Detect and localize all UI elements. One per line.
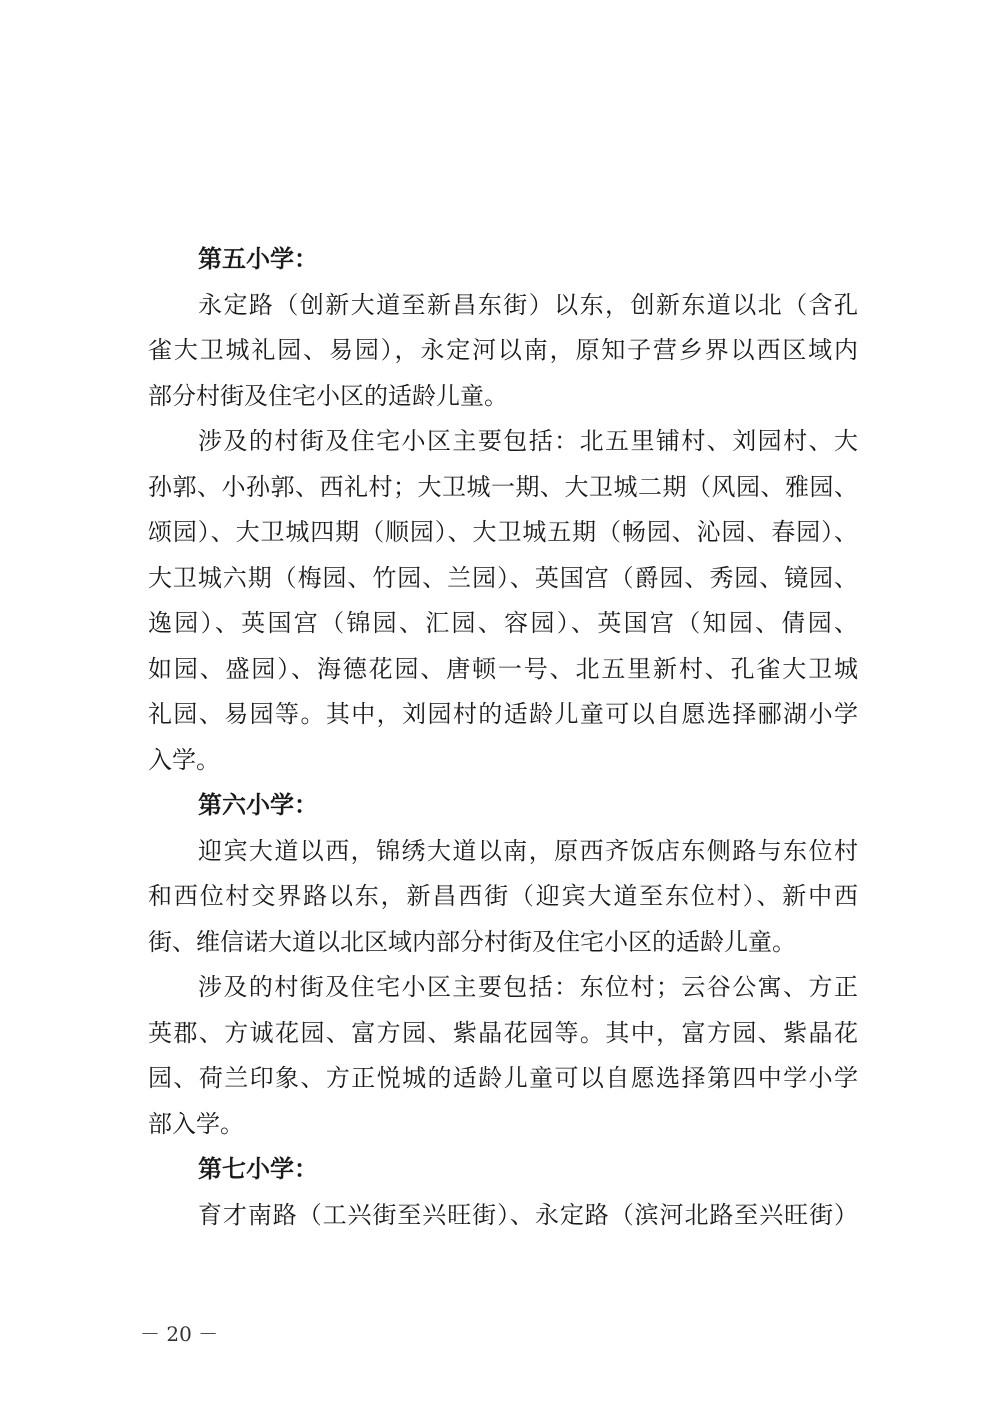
paragraph-line: 育才南路（工兴街至兴旺街）、永定路（滨河北路至兴旺街） (198, 1200, 858, 1229)
paragraph (148, 829, 858, 966)
section-heading: 第五小学： (198, 245, 318, 273)
section-heading: 第七小学： (198, 1155, 318, 1183)
paragraph-line: 礼园、易园等。其中，刘园村的适龄儿童可以自愿选择郦湖小学 (148, 700, 858, 728)
paragraph-line: 迎宾大道以西，锦绣大道以南，原西齐饭店东侧路与东位村 (198, 836, 858, 865)
paragraph-line: 颂园）、大卫城四期（顺园）、大卫城五期（畅园、沁园、春园）、 (148, 518, 858, 546)
paragraph-line: 大卫城六期（梅园、竹园、兰园）、英国宫（爵园、秀园、镜园、 (148, 563, 858, 592)
document-body (148, 237, 858, 1238)
paragraph-line: 部入学。 (148, 1109, 244, 1138)
paragraph-line: 如园、盛园）、海德花园、唐顿一号、北五里新村、孔雀大卫城 (148, 654, 858, 683)
paragraph-line: 英郡、方诚花园、富方园、紫晶花园等。其中，富方园、紫晶花 (148, 1018, 858, 1047)
paragraph-line: 涉及的村街及住宅小区主要包括：北五里铺村、刘园村、大 (198, 427, 858, 455)
paragraph-line: 部分村街及住宅小区的适龄儿童。 (148, 381, 508, 410)
paragraph (148, 965, 858, 1147)
paragraph-line: 园、荷兰印象、方正悦城的适龄儿童可以自愿选择第四中学小学 (148, 1064, 858, 1092)
page-number: － 20 － (140, 1322, 219, 1346)
paragraph-line: 涉及的村街及住宅小区主要包括：东位村；云谷公寓、方正 (198, 973, 858, 1001)
paragraph (148, 283, 858, 420)
paragraph-line: 和西位村交界路以东，新昌西街（迎宾大道至东位村）、新中西 (148, 882, 858, 910)
paragraph-line: 街、维信诺大道以北区域内部分村街及住宅小区的适龄儿童。 (148, 927, 796, 956)
paragraph-line: 永定路（创新大道至新昌东街）以东，创新东道以北（含孔 (198, 290, 858, 319)
paragraph-line: 逸园）、英国宫（锦园、汇园、容园）、英国宫（知园、倩园、 (148, 609, 858, 637)
paragraph (148, 419, 858, 783)
paragraph-line: 雀大卫城礼园、易园），永定河以南，原知子营乡界以西区域内 (148, 336, 858, 364)
paragraph-line: 孙郭、小孙郭、西礼村；大卫城一期、大卫城二期（风园、雅园、 (148, 472, 858, 501)
paragraph-line: 入学。 (148, 745, 220, 774)
paragraph (148, 1193, 858, 1239)
section-heading: 第六小学： (198, 791, 318, 819)
